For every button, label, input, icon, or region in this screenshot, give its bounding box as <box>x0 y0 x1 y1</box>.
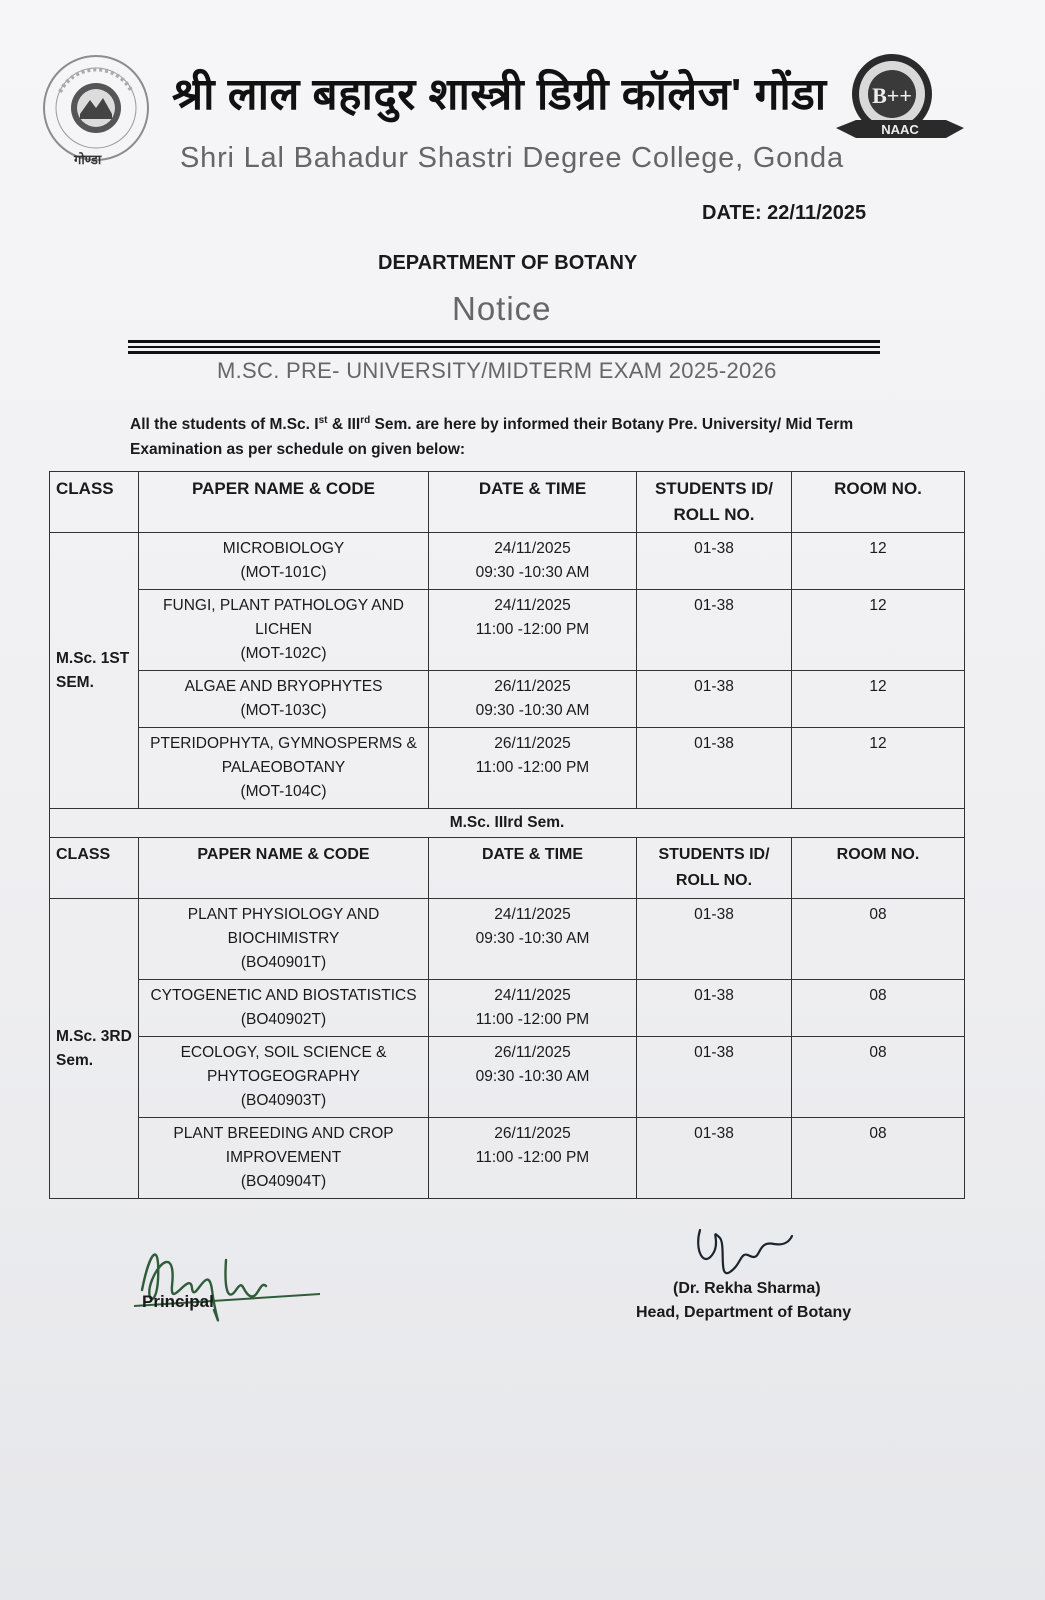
table-row <box>50 728 965 809</box>
roll-cell: 01-38 <box>637 590 792 671</box>
naac-badge-icon <box>836 48 966 148</box>
date-time-cell: 24/11/2025 09:30 -10:30 AM <box>429 899 637 980</box>
paper-cell: PLANT PHYSIOLOGY AND BIOCHIMISTRY (BO40901T) <box>139 899 429 980</box>
college-name-hindi: श्री लाल बहादुर शास्त्री डिग्री कॉलेज' गोंडा <box>172 70 827 119</box>
room-cell: 12 <box>792 590 965 671</box>
column-header: PAPER NAME & CODE <box>139 472 429 533</box>
principal-label: Principal <box>142 1292 214 1311</box>
roll-cell: 01-38 <box>637 728 792 809</box>
class-cell: M.Sc. 3RD Sem. <box>50 899 139 1199</box>
room-cell: 12 <box>792 533 965 590</box>
college-seal-icon <box>40 52 152 164</box>
room-cell: 08 <box>792 980 965 1037</box>
table-row <box>50 590 965 671</box>
intro-paragraph: All the students of M.Sc. Ist & IIIrd Sem. are here by informed their Botany Pre. University/ Mid Term Examination as per schedule on given below: <box>130 415 854 459</box>
column-header: STUDENTS ID/ ROLL NO. <box>637 472 792 533</box>
date-time-cell: 26/11/2025 11:00 -12:00 PM <box>429 1118 637 1199</box>
notice-title: Notice <box>452 290 552 327</box>
exam-title: M.SC. PRE- UNIVERSITY/MIDTERM EXAM 2025-2026 <box>217 358 777 383</box>
room-cell: 08 <box>792 899 965 980</box>
department-heading: DEPARTMENT OF BOTANY <box>378 252 638 274</box>
table-header-row <box>50 472 965 533</box>
paper-cell: MICROBIOLOGY (MOT-101C) <box>139 533 429 590</box>
paper-cell: PTERIDOPHYTA, GYMNOSPERMS & PALAEOBOTANY (MOT-104C) <box>139 728 429 809</box>
table-row <box>50 533 965 590</box>
naac-grade: B++ <box>872 83 912 108</box>
class-cell: M.Sc. 1ST SEM. <box>50 533 139 809</box>
naac-label: NAAC <box>881 122 919 137</box>
seal-caption: गोण्डा <box>74 152 102 167</box>
title-divider <box>128 351 880 354</box>
principal-signature-icon <box>130 1230 330 1340</box>
table-row <box>50 1118 965 1199</box>
column-header: STUDENTS ID/ ROLL NO. <box>637 838 792 899</box>
section-heading-row <box>50 809 965 838</box>
column-header: CLASS <box>50 838 139 899</box>
room-cell: 08 <box>792 1118 965 1199</box>
date-time-cell: 24/11/2025 11:00 -12:00 PM <box>429 980 637 1037</box>
column-header: PAPER NAME & CODE <box>139 838 429 899</box>
roll-cell: 01-38 <box>637 533 792 590</box>
date-time-cell: 26/11/2025 09:30 -10:30 AM <box>429 1037 637 1118</box>
paper-cell: ALGAE AND BRYOPHYTES (MOT-103C) <box>139 671 429 728</box>
sem3-heading: M.Sc. IIIrd Sem. <box>50 809 965 838</box>
column-header: DATE & TIME <box>429 838 637 899</box>
roll-cell: 01-38 <box>637 1037 792 1118</box>
room-cell: 08 <box>792 1037 965 1118</box>
table-row <box>50 1037 965 1118</box>
column-header: ROOM NO. <box>792 472 965 533</box>
roll-cell: 01-38 <box>637 899 792 980</box>
paper-cell: ECOLOGY, SOIL SCIENCE & PHYTOGEOGRAPHY (BO40903T) <box>139 1037 429 1118</box>
roll-cell: 01-38 <box>637 980 792 1037</box>
date-time-cell: 24/11/2025 11:00 -12:00 PM <box>429 590 637 671</box>
paper-cell: FUNGI, PLANT PATHOLOGY AND LICHEN (MOT-102C) <box>139 590 429 671</box>
table-header-row <box>50 838 965 899</box>
date-time-cell: 26/11/2025 11:00 -12:00 PM <box>429 728 637 809</box>
table-row <box>50 899 965 980</box>
title-divider <box>128 346 880 348</box>
notice-date: DATE: 22/11/2025 <box>702 202 867 224</box>
roll-cell: 01-38 <box>637 1118 792 1199</box>
room-cell: 12 <box>792 671 965 728</box>
exam-schedule-table <box>49 471 965 1199</box>
table-row <box>50 671 965 728</box>
date-time-cell: 24/11/2025 09:30 -10:30 AM <box>429 533 637 590</box>
head-name: (Dr. Rekha Sharma) <box>673 1280 821 1297</box>
room-cell: 12 <box>792 728 965 809</box>
column-header: CLASS <box>50 472 139 533</box>
roll-cell: 01-38 <box>637 671 792 728</box>
college-name-english: Shri Lal Bahadur Shastri Degree College, Gonda <box>180 142 844 174</box>
title-divider <box>128 340 880 343</box>
paper-cell: PLANT BREEDING AND CROP IMPROVEMENT (BO40904T) <box>139 1118 429 1199</box>
head-title: Head, Department of Botany <box>636 1304 852 1321</box>
column-header: DATE & TIME <box>429 472 637 533</box>
column-header: ROOM NO. <box>792 838 965 899</box>
table-row <box>50 980 965 1037</box>
paper-cell: CYTOGENETIC AND BIOSTATISTICS (BO40902T) <box>139 980 429 1037</box>
date-time-cell: 26/11/2025 09:30 -10:30 AM <box>429 671 637 728</box>
